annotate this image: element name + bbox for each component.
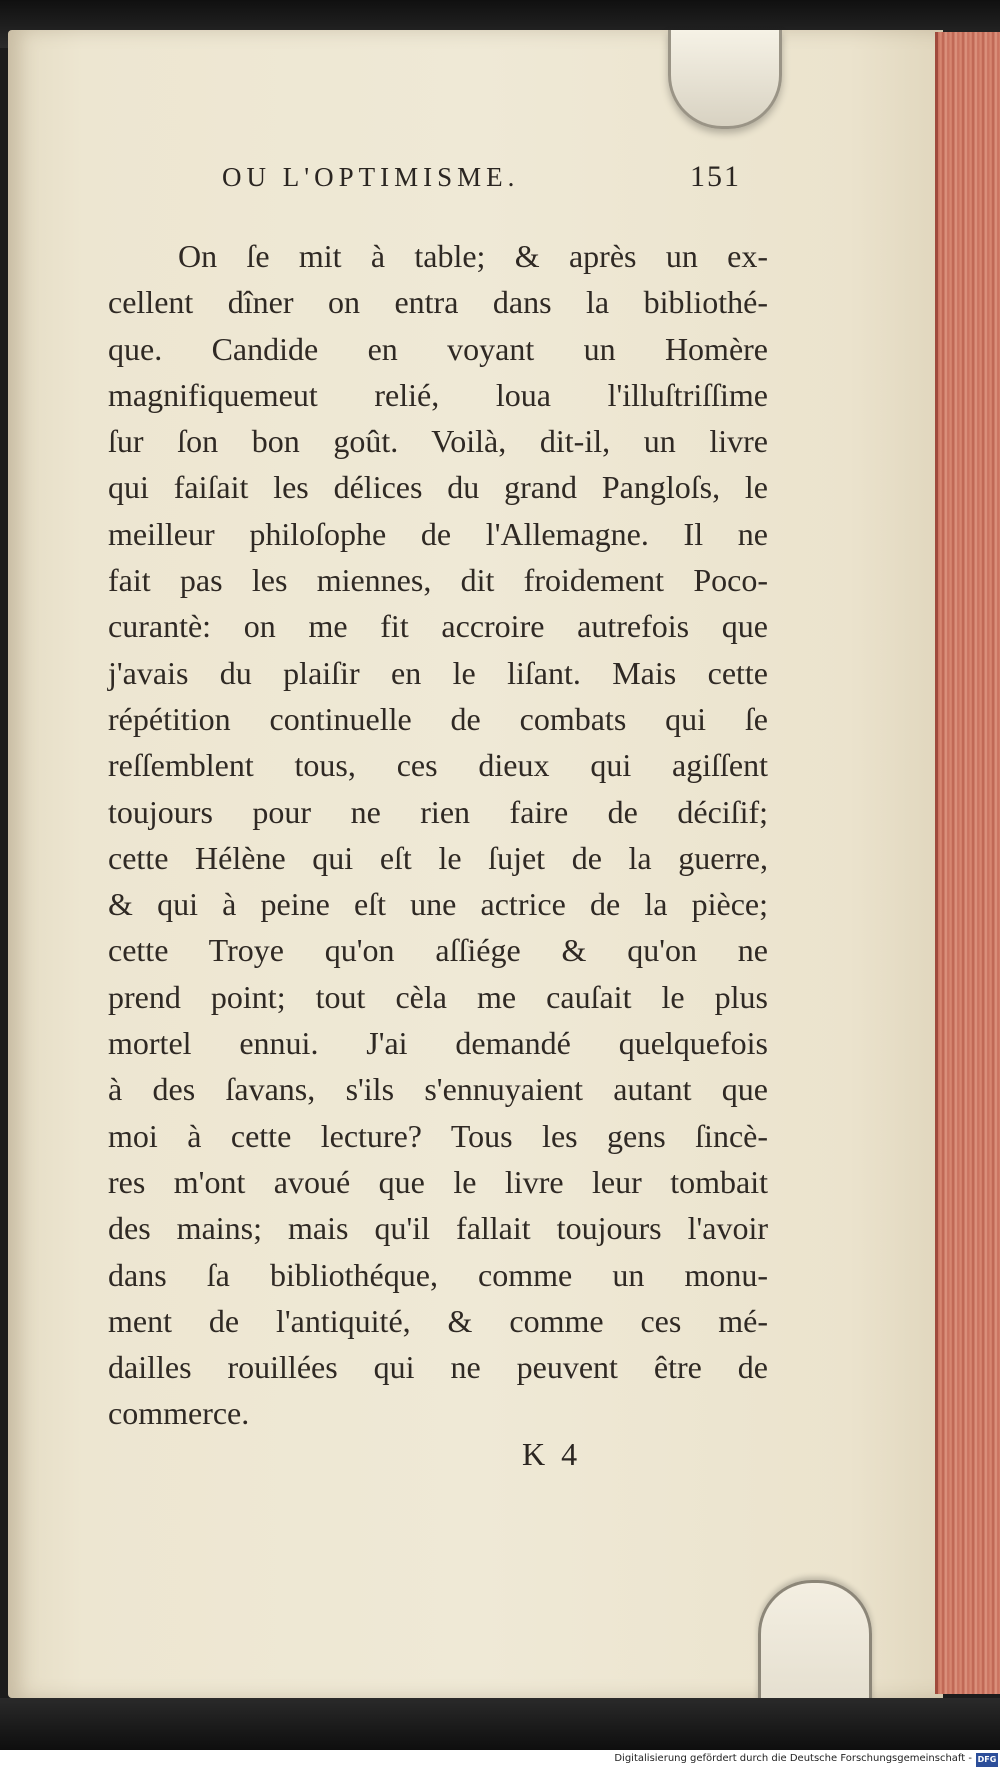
text-line: toujours pour ne rien faire de déciſif; [108,793,768,830]
text-line: mortel ennui. J'ai demandé quelquefois [108,1025,768,1062]
page-number: 151 [690,160,741,193]
text-line: cette Troye qu'on aſſiége & qu'on ne [108,932,768,969]
text-line: à des ſavans, s'ils s'ennuyaient autant que [108,1071,768,1108]
text-line: dans ſa bibliothéque, comme un monu- [108,1256,768,1293]
text-line: ment de l'antiquité, & comme ces mé- [108,1302,768,1339]
text-line: j'avais du plaiſir en le liſant. Mais cette [108,654,768,691]
signature-mark: K 4 [522,1436,582,1472]
scan-bottom-band [0,1698,1000,1750]
text-line: des mains; mais qu'il fallait toujours l'avoir [108,1210,768,1247]
digitization-credit: Digitalisierung gefördert durch die Deutsche Forschungsgemeinschaft - [614,1753,972,1764]
text-line: On ſe mit à table; & après un ex- [178,238,768,274]
running-head: OU L'OPTIMISME. [222,162,520,192]
text-line: & qui à peine eſt une actrice de la pièce; [108,886,768,923]
text-line: ſur ſon bon goût. Voilà, dit-il, un livre [108,423,768,460]
text-line: que. Candide en voyant un Homère [108,330,768,367]
text-line: curantè: on me fit accroire autrefois que [108,608,768,645]
text-line: cette Hélène qui eſt le ſujet de la guerre, [108,839,768,876]
dfg-logo: DFG [976,1753,998,1767]
text-line: moi à cette lecture? Tous les gens ſincè- [108,1117,768,1154]
text-line: res m'ont avoué que le livre leur tombait [108,1163,768,1200]
text-line: qui faiſait les délices du grand Pangloſs, le [108,469,768,506]
text-line: cellent dîner on entra dans la bibliothé- [108,284,768,321]
body-text [108,233,768,1437]
text-line: répétition continuelle de combats qui ſe [108,700,768,737]
text-line: commerce. [108,1395,250,1432]
text-line: meilleur philoſophe de l'Allemagne. Il ne [108,515,768,552]
page-clip-top [668,30,782,129]
credit-bar [0,1750,1000,1771]
text-line: magnifiquemeut relié, loua l'illuſtriſſime [108,376,768,413]
text-line: dailles rouillées qui ne peuvent être de [108,1349,768,1386]
text-line: fait pas les miennes, dit froidement Poco- [108,562,768,599]
text-line: prend point; tout cèla me cauſait le plus [108,978,768,1015]
text-line: reſſemblent tous, ces dieux qui agiſſent [108,747,768,784]
page-block-edge [935,32,1000,1694]
